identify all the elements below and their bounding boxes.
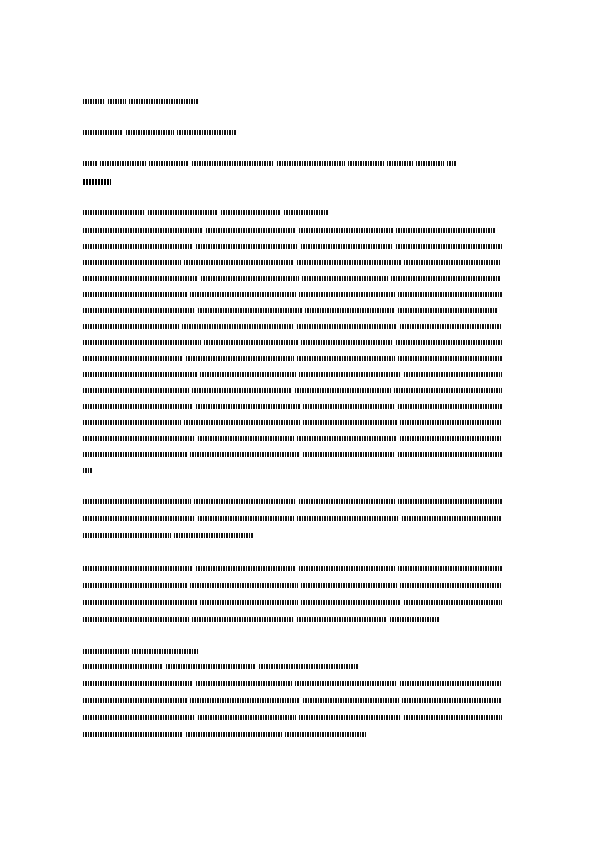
title-line-1 — [83, 160, 457, 167]
section-subheading-2 — [83, 663, 359, 670]
section-heading-1 — [83, 209, 328, 216]
header-line-2 — [83, 129, 237, 136]
section-heading-2 — [83, 648, 198, 655]
title-line-2 — [83, 178, 111, 185]
header-line-1 — [83, 98, 199, 105]
